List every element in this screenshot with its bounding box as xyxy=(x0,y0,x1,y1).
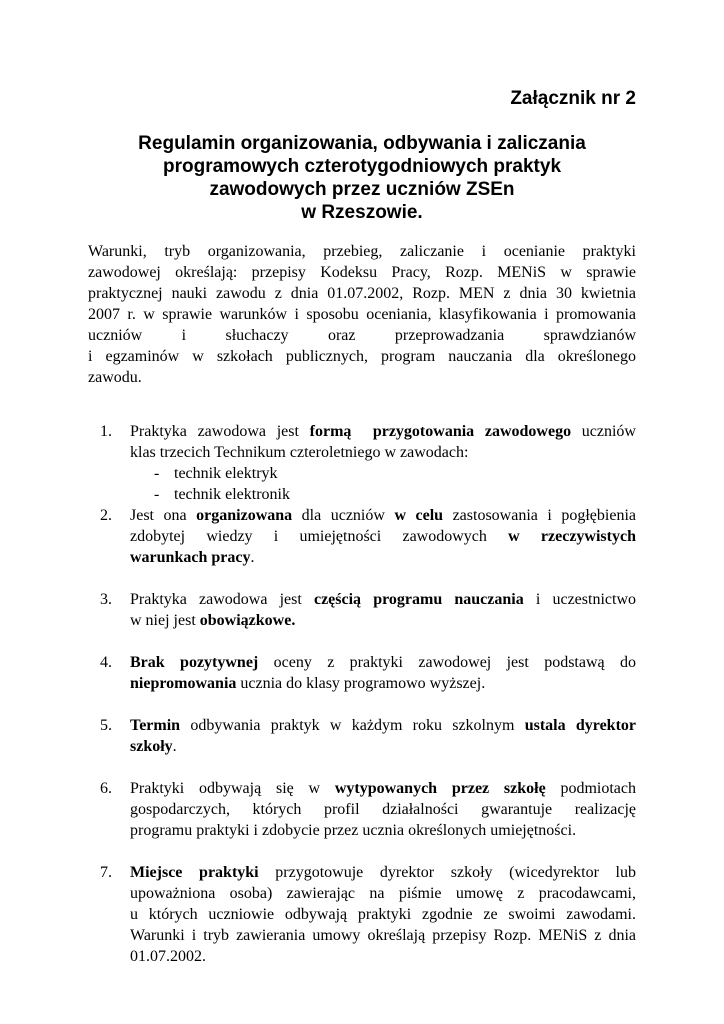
sublist-item-1 xyxy=(100,463,636,484)
dash-bullet: - xyxy=(154,465,160,482)
item-line xyxy=(130,736,636,757)
item-line xyxy=(130,610,636,631)
bold-text: ustala dyrektor xyxy=(524,717,636,734)
list-item-6 xyxy=(100,778,636,841)
intro-line: 2007 r. w sprawie warunków i sposobu oceniania, klasyfikowania i promowania xyxy=(88,306,636,323)
bold-text: w rzeczywistych xyxy=(508,528,636,545)
item-number: 5. xyxy=(100,717,112,734)
text: . xyxy=(250,549,255,566)
item-number: 2. xyxy=(100,507,112,524)
bold-text: organizowana xyxy=(196,507,293,524)
sublist-item-2 xyxy=(100,484,636,505)
item-line xyxy=(130,715,636,736)
bold-text: warunkach pracy xyxy=(130,549,251,566)
title-line: programowych czterotygodniowych praktyk xyxy=(162,156,562,177)
item-line xyxy=(130,526,636,547)
item-line xyxy=(130,862,636,883)
item-number: 7. xyxy=(100,864,112,881)
item-line: 01.07.2002. xyxy=(130,948,206,965)
text: i uczestnictwo xyxy=(523,591,637,608)
item-number: 3. xyxy=(100,591,112,608)
item-line: klas trzecich Technikum czteroletniego w zawodach: xyxy=(130,444,469,461)
text: uczniów xyxy=(571,423,636,440)
title-line: zawodowych przez uczniów ZSEn xyxy=(209,179,515,200)
bold-text: Termin xyxy=(130,717,181,734)
text: zastosowania i pogłębienia xyxy=(443,507,636,524)
list-item-5 xyxy=(100,715,636,757)
dash-bullet: - xyxy=(154,486,160,503)
text: Praktyka zawodowa jest xyxy=(130,423,310,440)
item-line xyxy=(130,505,636,526)
intro-line: uczniów i słuchaczy oraz przeprowadzania sprawdzianów xyxy=(88,327,636,344)
item-line xyxy=(130,589,636,610)
bold-text: formą xyxy=(309,423,352,440)
text: w niej jest xyxy=(130,612,200,629)
list-item-1 xyxy=(100,421,636,463)
title-line: Regulamin organizowania, odbywania i zaliczania xyxy=(138,133,586,154)
item-line xyxy=(130,421,636,442)
intro-line: praktycznej nauki zawodu z dnia 01.07.2002, Rozp. MEN z dnia 30 kwietnia xyxy=(88,285,636,302)
item-number: 4. xyxy=(100,654,112,671)
list-item-3 xyxy=(100,589,636,631)
sublist-text: technik elektronik xyxy=(174,486,290,503)
bold-text: w celu xyxy=(394,507,444,524)
annex-label: Załącznik nr 2 xyxy=(510,88,636,109)
list-item-4 xyxy=(100,652,636,694)
item-line: Warunki i tryb zawierania umowy określają przepisy Rozp. MENiS z dnia xyxy=(130,927,636,944)
text: zdobytej wiedzy i umiejętności zawodowych xyxy=(130,528,509,545)
bold-text: Miejsce praktyki xyxy=(130,864,259,881)
intro-line: zawodowej określają: przepisy Kodeksu Pracy, Rozp. MENiS w sprawie xyxy=(88,264,636,281)
bold-text: częścią programu nauczania xyxy=(313,591,524,608)
intro-paragraph xyxy=(88,241,636,388)
text: przygotowuje dyrektor szkoły (wicedyrektor lub xyxy=(258,864,636,881)
text xyxy=(351,423,372,440)
bold-text: niepromowania xyxy=(130,675,237,692)
bold-text: obowiązkowe. xyxy=(199,612,296,629)
text: oceny z praktyki zawodowej jest podstawą do xyxy=(258,654,636,671)
item-line xyxy=(130,778,636,799)
item-line: u których uczniowie odbywają praktyki zgodnie ze swoimi zawodami. xyxy=(130,906,636,923)
item-line xyxy=(130,673,636,694)
text: Jest ona xyxy=(130,507,197,524)
intro-line: Warunki, tryb organizowania, przebieg, zaliczanie i ocenianie praktyki xyxy=(88,243,636,260)
bold-text: wytypowanych przez szkołę xyxy=(334,780,546,797)
sublist-text: technik elektryk xyxy=(174,465,278,482)
text: . xyxy=(172,738,177,755)
bold-text: Brak pozytywnej xyxy=(130,654,259,671)
document-title xyxy=(88,132,636,224)
title-line: w Rzeszowie. xyxy=(301,202,423,223)
text: ucznia do klasy programowo wyższej. xyxy=(236,675,486,692)
item-line xyxy=(130,547,636,568)
item-line: programu praktyki i zdobycie przez ucznia określonych umiejętności. xyxy=(130,822,577,839)
rules-list xyxy=(100,421,636,967)
item-line: upoważniona osoba) zawierając na piśmie umowę z pracodawcami, xyxy=(130,885,636,902)
item-line: gospodarczych, których profil działalności gwarantuje realizację xyxy=(130,801,636,818)
bold-text: szkoły xyxy=(130,738,173,755)
intro-line: zawodu. xyxy=(88,369,142,386)
item-line xyxy=(130,652,636,673)
text: Praktyki odbywają się w xyxy=(130,780,335,797)
text: Praktyka zawodowa jest xyxy=(130,591,314,608)
intro-line: i egzaminów w szkołach publicznych, program nauczania dla określonego xyxy=(88,348,636,365)
text: dla uczniów xyxy=(292,507,395,524)
item-number: 6. xyxy=(100,780,112,797)
bold-text: przygotowania zawodowego xyxy=(372,423,572,440)
text: podmiotach xyxy=(545,780,637,797)
item-number: 1. xyxy=(100,423,112,440)
text: odbywania praktyk w każdym roku szkolnym xyxy=(180,717,525,734)
list-item-7 xyxy=(100,862,636,967)
list-item-2 xyxy=(100,505,636,568)
